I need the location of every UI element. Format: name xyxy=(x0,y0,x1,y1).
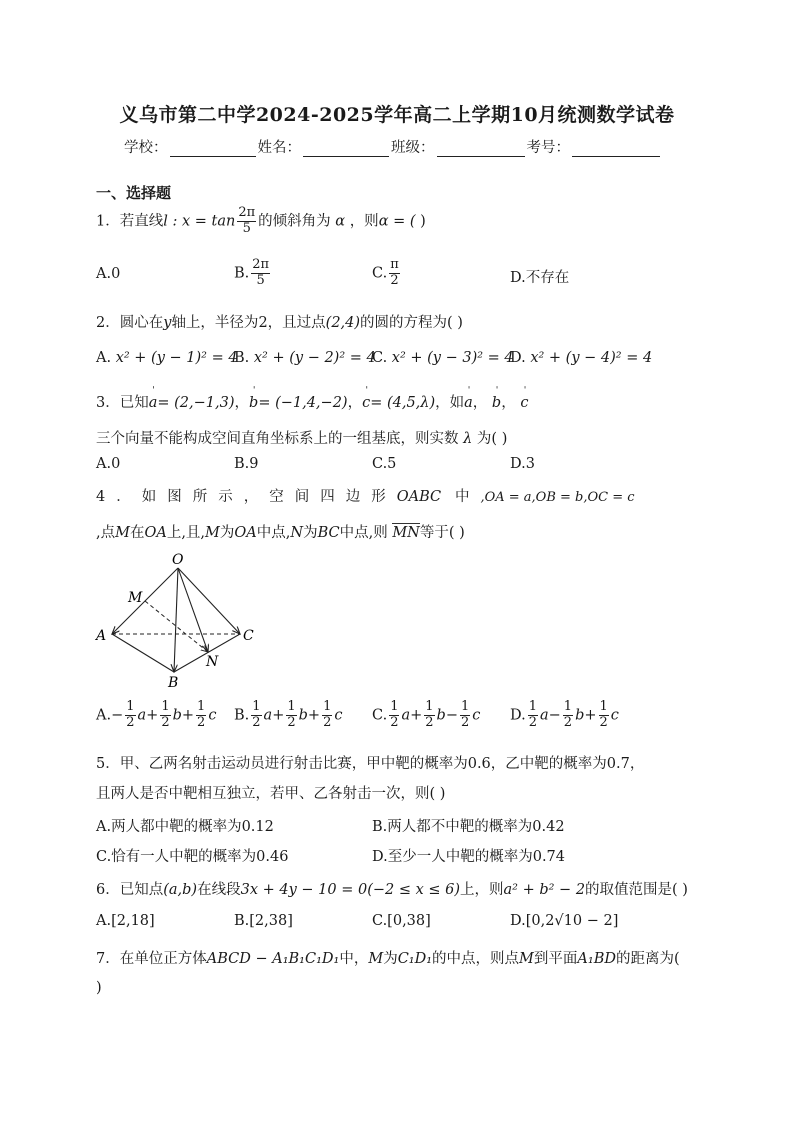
exam-title: 义乌市第二中学2024-2025学年高二上学期10月统测数学试卷 xyxy=(119,104,675,126)
q3-option-d: D.3 xyxy=(510,456,535,472)
q5-option-d: D.至少一人中靶的概率为0.74 xyxy=(372,849,566,865)
question-2: 2．圆心在y轴上，半径为2，且过点(2,4)的圆的方程为( ) xyxy=(96,315,463,331)
label-o: O xyxy=(172,552,184,568)
q6-option-a: A.[2,18] xyxy=(96,913,155,929)
number-label: 考号： xyxy=(526,140,570,156)
vector-a: ˈ a xyxy=(149,395,158,411)
q1-close-paren: ) xyxy=(420,213,426,230)
q1-option-c: C. $\frac{\pi}{2}$ xyxy=(372,257,399,288)
tetrahedron-figure xyxy=(94,548,264,690)
q1-equation: l : x = tan xyxy=(163,213,236,230)
student-info-row xyxy=(124,136,662,157)
q3-option-c: C.5 xyxy=(372,456,397,472)
q2-option-c: C. x² + (y − 3)² = 4 xyxy=(372,350,514,366)
q1-option-d: D.不存在 xyxy=(510,270,570,286)
question-1 xyxy=(96,206,426,237)
q1-text-2: 的倾斜角为 xyxy=(258,213,331,230)
q6-option-c: C.[0,38] xyxy=(372,913,431,929)
edge-oc xyxy=(178,568,240,634)
q1-answer-paren: α = ( xyxy=(378,213,416,230)
q5-option-c: C.恰有一人中靶的概率为0.46 xyxy=(96,849,289,865)
label-b: B xyxy=(168,675,179,690)
q1-number: 1． xyxy=(96,213,120,230)
question-4: 4．如图所示，空间四边形OABC 中,OA = a,OB = b,OC = c xyxy=(96,489,635,505)
q2-option-d: D. x² + (y − 4)² = 4 xyxy=(510,350,653,366)
q5-option-a: A.两人都中靶的概率为0.12 xyxy=(96,819,274,835)
q1-alpha: α xyxy=(335,213,346,230)
q5-option-b: B.两人都不中靶的概率为0.42 xyxy=(372,819,565,835)
school-blank[interactable] xyxy=(170,141,256,157)
q1-text: 若直线 xyxy=(119,213,164,230)
question-3: 3．已知ˈ a= (2,−1,3)，ˈ b= (−1,4,−2)，ˈ c= (4,5,λ)，如ˈ a， ˈ b， ˈ c xyxy=(96,391,528,412)
vector-mn: MN xyxy=(392,525,420,541)
label-a: A xyxy=(96,628,107,644)
school-label: 学校： xyxy=(124,140,168,156)
q4-option-c: C. $\frac{1}{2}$ a+ $\frac{1}{2}$ b− $\frac{1}{2}$ c xyxy=(372,699,481,730)
label-n: N xyxy=(206,654,219,670)
q1-fraction: $\frac{2\pi}{5}$ xyxy=(238,205,256,236)
q1-option-a: A.0 xyxy=(96,266,121,282)
label-m: M xyxy=(128,590,143,606)
name-blank[interactable] xyxy=(303,141,389,157)
q3-option-b: B.9 xyxy=(234,456,259,472)
section-heading: 一、选择题 xyxy=(96,184,172,202)
q3-option-a: A.0 xyxy=(96,456,121,472)
number-blank[interactable] xyxy=(572,141,660,157)
q1-option-b: B. $\frac{2\pi}{5}$ xyxy=(234,257,270,288)
question-3-line-2: 三个向量不能构成空间直角坐标系上的一组基底，则实数 λ 为( ) xyxy=(96,431,508,447)
q2-option-a: A. x² + (y − 1)² = 4 xyxy=(96,350,238,366)
edge-ab xyxy=(112,634,174,672)
question-5: 5．甲、乙两名射击运动员进行射击比赛，甲中靶的概率为0.6，乙中靶的概率为0.7， xyxy=(96,756,645,772)
class-blank[interactable] xyxy=(437,141,525,157)
edge-on xyxy=(178,568,208,652)
q4-option-b: B. $\frac{1}{2}$ a+ $\frac{1}{2}$ b+ $\frac{1}{2}$ c xyxy=(234,699,343,730)
question-7: 7．在单位正方体ABCD − A₁B₁C₁D₁中，M为C₁D₁的中点，则点M到平面A₁BD的距离为( xyxy=(96,951,680,967)
question-4-line-2: ,点M在OA上,且,M为OA中点,N为BC中点,则 MN等于( ) xyxy=(96,525,465,541)
q1-text-3: ，则 xyxy=(349,213,379,230)
q6-option-b: B.[2,38] xyxy=(234,913,293,929)
question-5-line-2: 且两人是否中靶相互独立，若甲、乙各射击一次，则( ) xyxy=(96,786,446,802)
vector-b: ˈ b xyxy=(249,395,258,411)
question-7-line-2: ) xyxy=(96,980,102,996)
label-c: C xyxy=(243,628,254,644)
q4-option-d: D. $\frac{1}{2}$ a− $\frac{1}{2}$ b+ $\frac{1}{2}$ c xyxy=(510,699,619,730)
question-6: 6．已知点(a,b)在线段3x + 4y − 10 = 0(−2 ≤ x ≤ 6)上，则a² + b² − 2的取值范围是( ) xyxy=(96,882,688,898)
q4-vector-definitions: ,OA = a,OB = b,OC = c xyxy=(480,490,635,505)
q6-option-d: D.[0,2√10 − 2] xyxy=(510,913,619,929)
vector-c: ˈ c xyxy=(362,395,370,411)
q4-option-a: A.− $\frac{1}{2}$ a+ $\frac{1}{2}$ b+ $\frac{1}{2}$ c xyxy=(96,699,217,730)
q2-option-b: B. x² + (y − 2)² = 4 xyxy=(234,350,376,366)
class-label: 班级： xyxy=(391,140,435,156)
edge-ob xyxy=(174,568,178,672)
name-label: 姓名： xyxy=(257,140,301,156)
